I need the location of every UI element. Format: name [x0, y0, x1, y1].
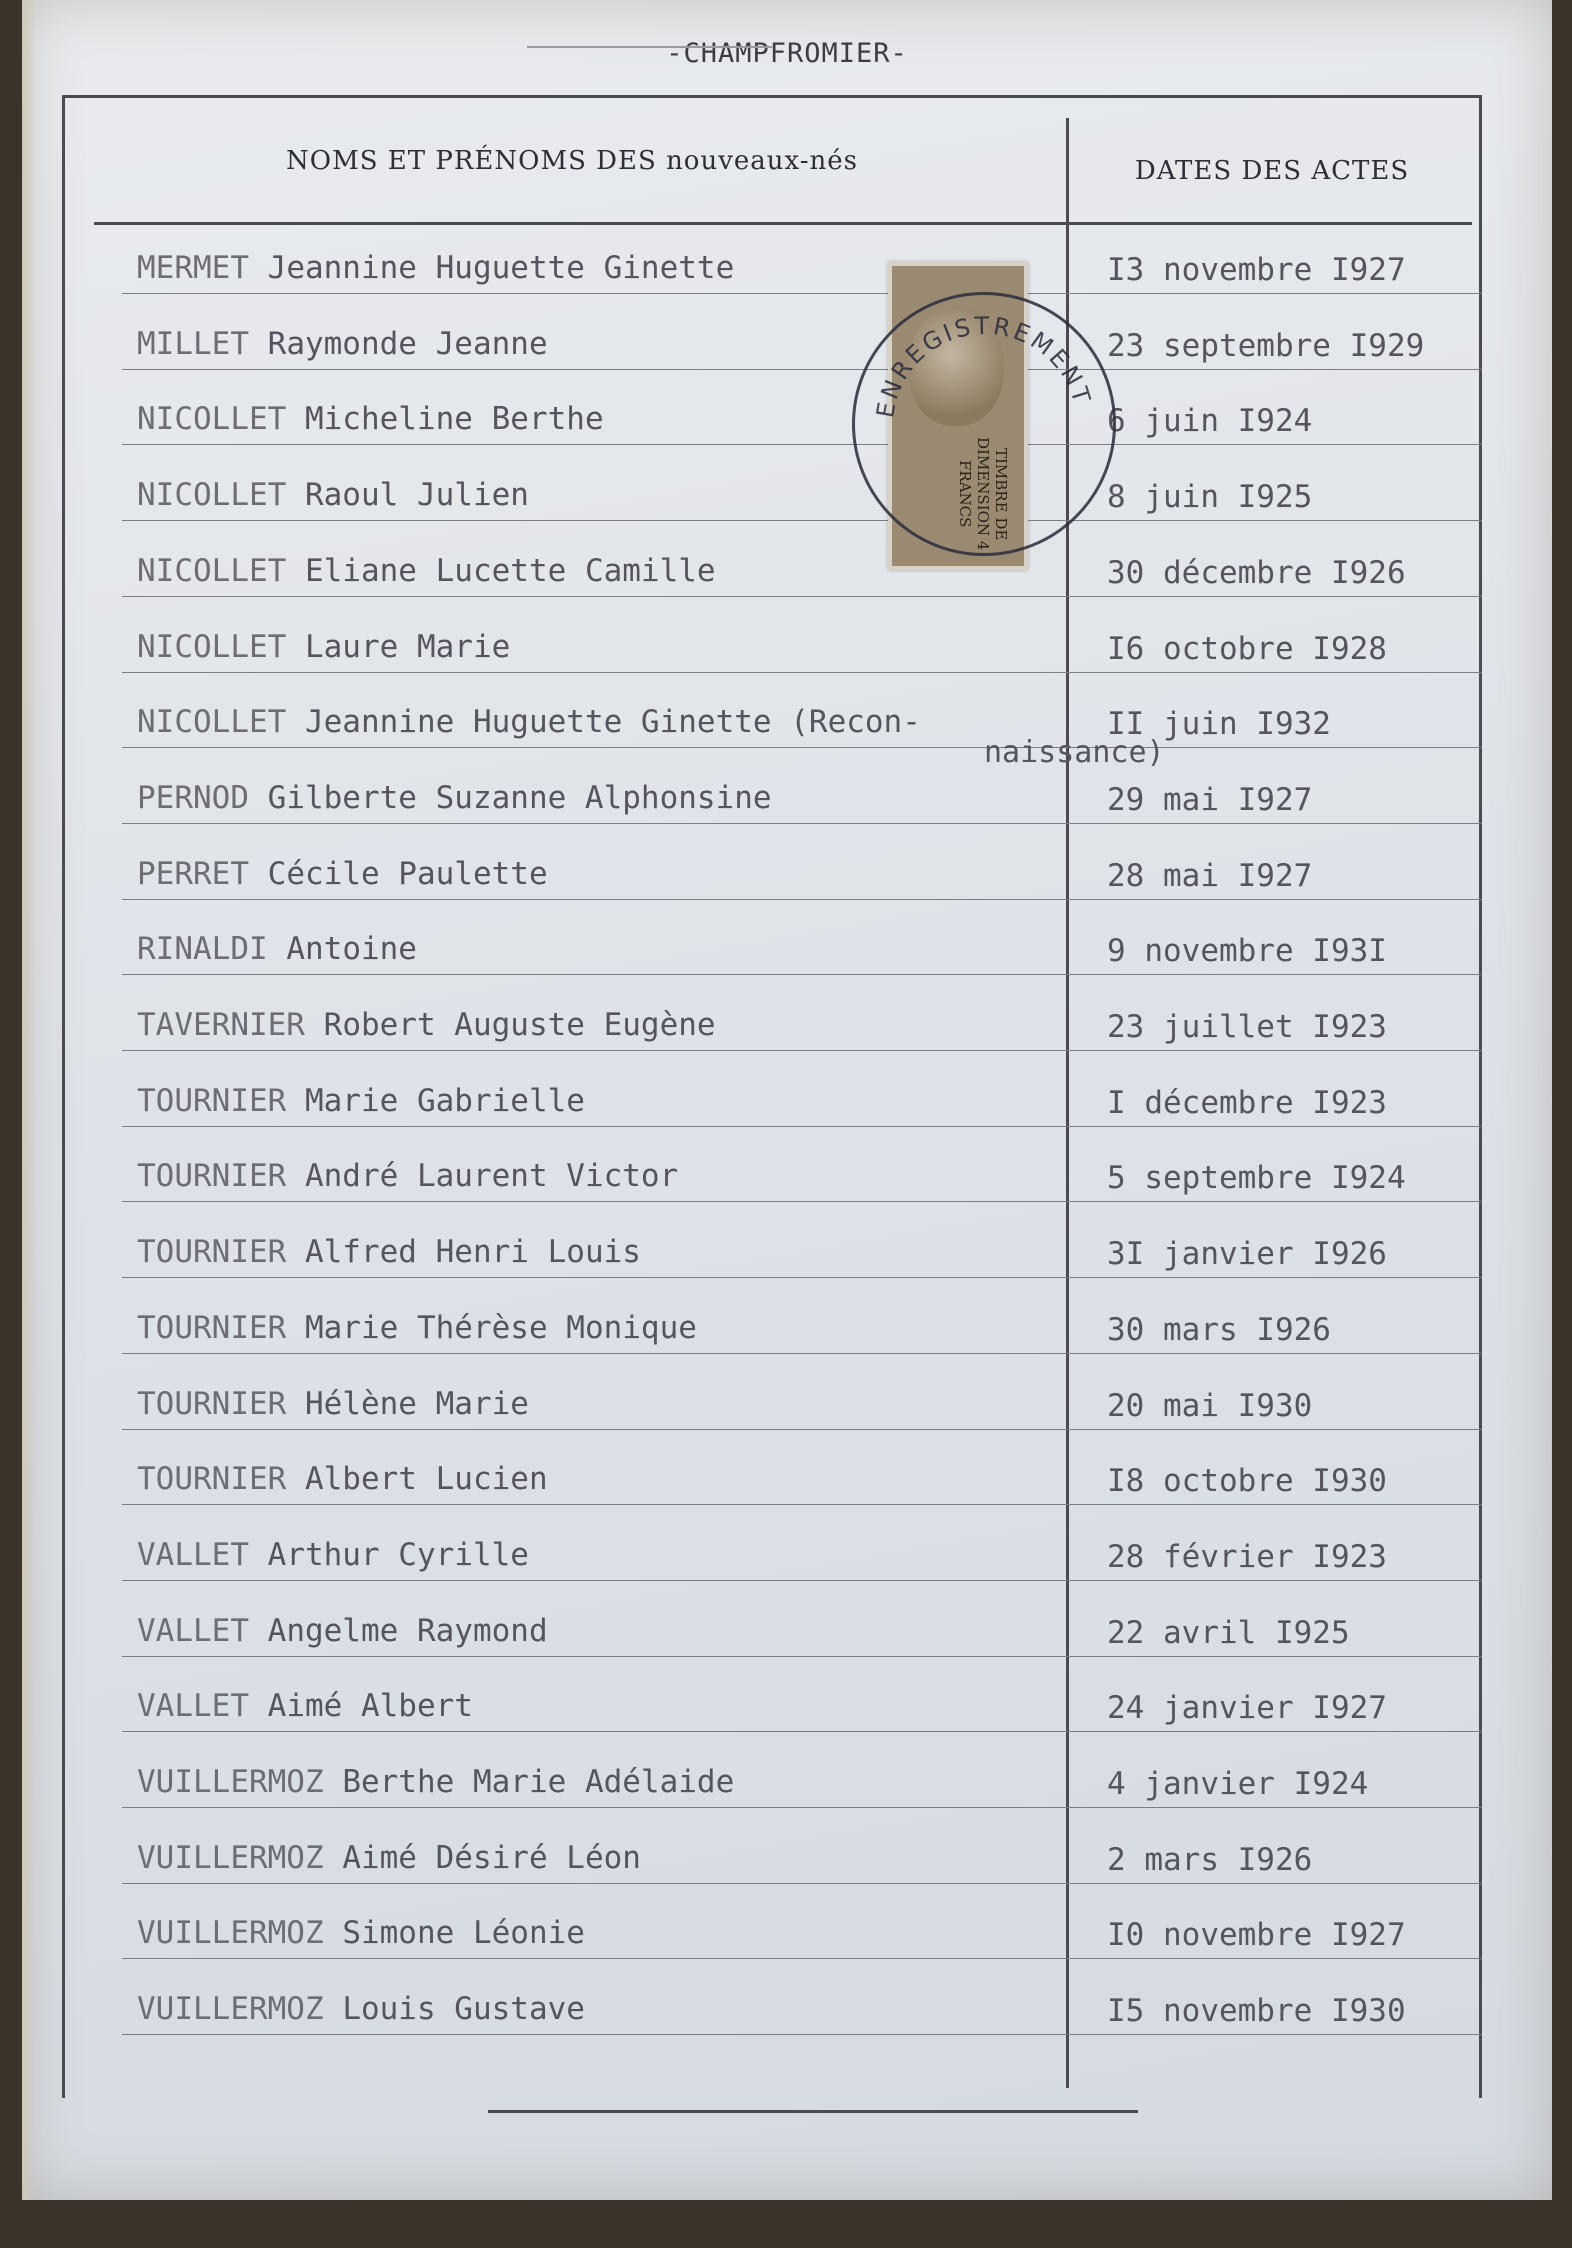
- list-item: [122, 1294, 1482, 1354]
- entry-date: I5 novembre I930: [1107, 1993, 1406, 2030]
- entry-date: 28 février I923: [1107, 1538, 1387, 1575]
- entry-given-names: Laure Marie: [304, 628, 511, 665]
- list-item: [122, 461, 1482, 521]
- list-item: [122, 991, 1482, 1051]
- entry-date: 23 juillet I923: [1107, 1009, 1387, 1045]
- ruled-line: [122, 1277, 1482, 1278]
- postmark-circle: [852, 292, 1116, 556]
- entry-given-names: Marie Thérèse Monique: [304, 1309, 697, 1346]
- ruled-line: [122, 444, 1482, 445]
- entry-given-names: Jeannine Huguette Ginette (Recon-: [304, 704, 921, 741]
- entry-given-names: Gilberte Suzanne Alphonsine: [267, 779, 772, 816]
- entry-name: [137, 629, 510, 665]
- entry-date: II juin I932: [1107, 706, 1331, 743]
- ruled-line: [122, 1656, 1482, 1657]
- entry-note: naissance): [984, 735, 1165, 771]
- entry-name: [137, 553, 716, 589]
- list-item: [122, 915, 1482, 975]
- entry-date: 30 mars I926: [1107, 1311, 1331, 1348]
- ruled-line: [122, 1050, 1482, 1051]
- entry-given-names: Marie Gabrielle: [304, 1082, 585, 1119]
- list-item: [122, 1370, 1482, 1430]
- closing-rule: [488, 2110, 1138, 2113]
- ruled-line: [122, 899, 1482, 900]
- entry-date: 4 janvier I924: [1107, 1766, 1369, 1802]
- ruled-line: [122, 1429, 1482, 1430]
- list-item: [122, 1142, 1482, 1202]
- ruled-line: [122, 1580, 1482, 1581]
- fiscal-stamp: [842, 262, 1122, 592]
- entry-surname: VALLET: [137, 1536, 249, 1573]
- entries-list: [22, 0, 1552, 2200]
- entry-name: [137, 326, 548, 362]
- entry-name: [137, 1083, 585, 1119]
- entry-name: [137, 1764, 734, 1800]
- ruled-line: [122, 672, 1482, 673]
- entry-name: [137, 401, 604, 437]
- entry-given-names: Albert Lucien: [304, 1461, 548, 1498]
- entry-name: [137, 856, 548, 892]
- list-item: [122, 1672, 1482, 1732]
- ruled-line: [122, 974, 1482, 975]
- entry-given-names: Louis Gustave: [342, 1991, 585, 2028]
- entry-given-names: Jeannine Huguette Ginette: [267, 250, 735, 286]
- ruled-line: [122, 747, 1482, 748]
- entry-name: [137, 1613, 548, 1649]
- entry-date: 3I janvier I926: [1107, 1236, 1387, 1273]
- entry-name: [137, 1234, 641, 1270]
- entry-name: [137, 1158, 678, 1194]
- entry-given-names: Micheline Berthe: [304, 401, 604, 438]
- entry-date: 2 mars I926: [1107, 1841, 1313, 1878]
- entry-date: 8 juin I925: [1107, 479, 1313, 516]
- stamp-value-text: 4 FRANCS: [956, 460, 992, 551]
- ruled-line: [122, 1504, 1482, 1505]
- list-item: [122, 1597, 1482, 1657]
- entry-given-names: Aimé Albert: [267, 1688, 473, 1725]
- entry-name: [137, 704, 921, 740]
- list-item: [122, 1748, 1482, 1808]
- entry-surname: TOURNIER: [137, 1234, 287, 1271]
- ruled-line: [122, 1126, 1482, 1127]
- entry-surname: VUILLERMOZ: [137, 1991, 324, 2028]
- entry-date: 22 avril I925: [1107, 1614, 1350, 1651]
- list-item: [122, 1067, 1482, 1127]
- entry-date: 29 mai I927: [1107, 781, 1313, 818]
- list-item: [122, 1899, 1482, 1959]
- entry-surname: PERNOD: [137, 779, 249, 816]
- ruled-line: [122, 1883, 1482, 1884]
- entry-given-names: Aimé Désiré Léon: [342, 1839, 641, 1876]
- list-item: [122, 310, 1482, 370]
- page-title: -CHAMPFROMIER-: [22, 38, 1552, 69]
- entry-name: [137, 1007, 716, 1043]
- entry-date: 24 janvier I927: [1107, 1690, 1387, 1727]
- entry-date: 6 juin I924: [1107, 403, 1313, 440]
- list-item: [122, 1218, 1482, 1278]
- entry-name: [137, 780, 772, 816]
- list-item: [122, 764, 1482, 824]
- entry-surname: RINALDI: [137, 931, 268, 968]
- svg-text:ENREGISTREMENT: [871, 312, 1096, 420]
- entry-name: [137, 1991, 585, 2027]
- stamp-subtext: TIMBRE DE DIMENSION: [974, 437, 1010, 541]
- names-column-header: NOMS ET PRÉNOMS DES nouveaux-nés: [286, 146, 858, 176]
- entry-given-names: Berthe Marie Adélaide: [342, 1764, 735, 1800]
- list-item: [122, 1521, 1482, 1581]
- entry-date: I3 novembre I927: [1107, 252, 1406, 288]
- entry-surname: TOURNIER: [137, 1385, 287, 1422]
- entry-given-names: Angelme Raymond: [267, 1612, 548, 1649]
- entry-name: [137, 250, 734, 286]
- entry-surname: MERMET: [137, 250, 249, 286]
- entry-surname: NICOLLET: [137, 704, 287, 741]
- entry-date: I8 octobre I930: [1107, 1463, 1387, 1500]
- entry-date: 20 mai I930: [1107, 1387, 1313, 1424]
- entry-surname: TOURNIER: [137, 1082, 287, 1119]
- entry-name: [137, 1537, 529, 1573]
- list-item: [122, 537, 1482, 597]
- entry-surname: NICOLLET: [137, 628, 287, 665]
- entry-date: 28 mai I927: [1107, 857, 1313, 894]
- entry-name: [137, 1840, 641, 1876]
- list-item: [122, 688, 1482, 771]
- entry-surname: TOURNIER: [137, 1309, 287, 1346]
- entry-date: 5 septembre I924: [1107, 1160, 1406, 1197]
- entry-date: 9 novembre I93I: [1107, 933, 1387, 970]
- ruled-line: [122, 1731, 1482, 1732]
- entry-given-names: André Laurent Victor: [304, 1158, 679, 1195]
- entry-surname: NICOLLET: [137, 552, 287, 589]
- list-item: [122, 234, 1482, 294]
- register-page: [22, 0, 1552, 2200]
- entry-date: I6 octobre I928: [1107, 630, 1387, 667]
- ruled-line: [122, 823, 1482, 824]
- entry-given-names: Arthur Cyrille: [267, 1536, 529, 1573]
- ruled-line: [122, 1807, 1482, 1808]
- entry-name: [137, 1461, 548, 1497]
- entry-surname: VUILLERMOZ: [137, 1839, 324, 1876]
- ruled-line: [122, 2034, 1482, 2035]
- entry-given-names: Antoine: [286, 931, 417, 968]
- ruled-line: [122, 1958, 1482, 1959]
- entry-name: [137, 1310, 697, 1346]
- entry-surname: PERRET: [137, 855, 249, 892]
- ruled-line: [122, 596, 1482, 597]
- entry-surname: NICOLLET: [137, 477, 287, 514]
- list-item: [122, 1445, 1482, 1505]
- entry-date: 23 septembre I929: [1107, 327, 1425, 364]
- entry-name: [137, 477, 529, 513]
- entry-given-names: Cécile Paulette: [267, 855, 548, 892]
- entry-surname: TAVERNIER: [137, 1007, 305, 1043]
- entry-surname: VALLET: [137, 1612, 249, 1649]
- entry-name: [137, 1915, 585, 1951]
- entry-surname: VALLET: [137, 1688, 249, 1725]
- entry-date: I décembre I923: [1107, 1084, 1387, 1121]
- entry-date: 30 décembre I926: [1107, 554, 1406, 591]
- entry-given-names: Robert Auguste Eugène: [323, 1007, 716, 1043]
- postmark-ring-text: ENREGISTREMENT: [871, 311, 1097, 420]
- entry-surname: TOURNIER: [137, 1461, 287, 1498]
- entry-given-names: Alfred Henri Louis: [304, 1234, 641, 1271]
- ruled-line: [122, 369, 1482, 370]
- entry-name: [137, 1688, 473, 1724]
- entry-given-names: Raoul Julien: [304, 477, 529, 514]
- dates-column-header: DATES DES ACTES: [1134, 156, 1410, 186]
- list-item: [122, 385, 1482, 445]
- entry-surname: MILLET: [137, 325, 249, 362]
- ruled-line: [122, 293, 1482, 294]
- list-item: [122, 1824, 1482, 1884]
- entry-given-names: Hélène Marie: [304, 1385, 529, 1422]
- list-item: [122, 840, 1482, 900]
- ruled-line: [122, 1201, 1482, 1202]
- entry-surname: NICOLLET: [137, 401, 287, 438]
- entry-date: I0 novembre I927: [1107, 1917, 1406, 1954]
- entry-name: [137, 1386, 529, 1422]
- entry-given-names: Raymonde Jeanne: [267, 325, 548, 362]
- list-item: [122, 613, 1482, 673]
- entry-given-names: Eliane Lucette Camille: [304, 552, 716, 589]
- ruled-line: [122, 1353, 1482, 1354]
- entry-name: [137, 931, 417, 967]
- ruled-line: [122, 520, 1482, 521]
- entry-surname: TOURNIER: [137, 1158, 287, 1195]
- entry-given-names: Simone Léonie: [342, 1915, 585, 1952]
- list-item: [122, 1975, 1482, 2035]
- entry-surname: VUILLERMOZ: [137, 1764, 324, 1800]
- postmark-ring-icon: [855, 295, 1113, 553]
- entry-surname: VUILLERMOZ: [137, 1915, 324, 1952]
